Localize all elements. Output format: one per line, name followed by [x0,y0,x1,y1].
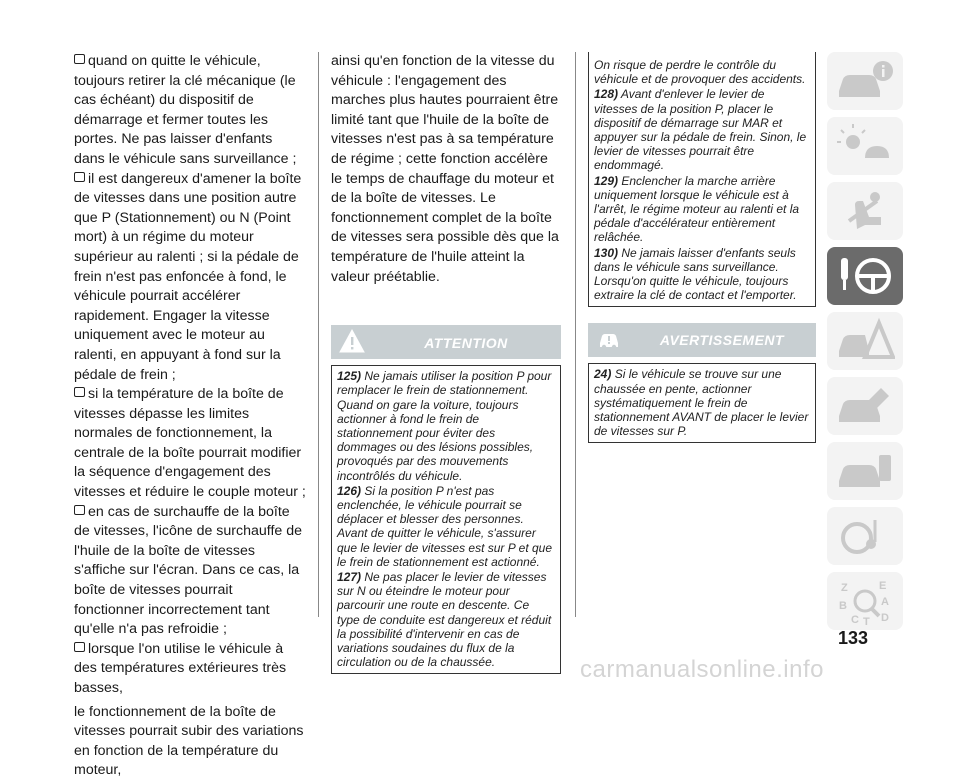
checkbox-bullet-icon [74,54,85,64]
note-item [594,87,810,172]
bullet-text: si la température de la boîte de vitesses dépasse les limites normales de fonctionnement, la centrale de la boîte pourrait modifier la séquence d'engagement des vitesses et réduire le couple moteur ; [74,386,306,501]
avertissement-notes-box [588,363,816,443]
note-text: Ne jamais utiliser la position P pour remplacer le frein de stationnement. Quand on gare la voiture, toujours actionner à fond le frein de stationnement pour éviter des dommages ou des lésions possibles, provoqués par des mouvements incontrôlés du véhicule. [337,369,552,483]
note-text: Si la position P n'est pas enclenchée, le véhicule pourrait se déplacer et blesser des personnes. Avant de quitter le véhicule, s'assurer que le levier de vitesses est sur P et que le frein de stationnement est actionné. [337,483,553,569]
note-item [337,570,555,669]
bullet-text: en cas de surchauffe de la boîte de vitesses, l'icône de surchauffe de l'huile de la boîte de vitesses s'affiche sur l'écran. Dans ce cas, la boîte de vitesses pourrait fonctionner incorrectement tant qu'elle n'a pas refroidie ; [74,503,303,638]
index-letter: C [851,614,859,626]
note-number: 126) [337,483,362,498]
note-number: 129) [594,173,619,188]
note-number: 24) [594,367,612,382]
tab-starting-driving[interactable] [827,247,903,305]
note-item [594,246,810,303]
watermark-text: carmanualsonline.info [580,656,824,683]
index-letter: A [881,596,889,608]
tab-multimedia[interactable] [827,507,903,565]
note-item [594,58,810,86]
note-text: On risque de perdre le contrôle du véhicule et de provoquer des accidents. [594,58,806,87]
index-letter: T [863,616,870,627]
tab-index[interactable] [827,572,903,630]
note-text: Ne jamais laisser d'enfants seuls dans le véhicule sans surveillance. Lorsqu'on quitte le véhicule, toujours extraire la clé de contact et l'emporter. [594,245,797,303]
bullet-item [74,640,306,699]
note-number: 127) [337,569,362,584]
multimedia-icon [835,512,895,560]
note-number: 128) [594,87,619,102]
avertissement-title: AVERTISSEMENT [659,332,785,349]
bullet-item [74,52,306,170]
bullet-item [74,170,306,386]
column-divider [575,52,576,617]
key-steering-wheel-icon [835,252,895,300]
bullet-text: lorsque l'on utilise le véhicule à des températures extérieures très basses, [74,640,287,696]
attention-notes-box [331,365,561,674]
note-item [337,484,555,569]
tab-safety[interactable] [827,182,903,240]
tab-dashboard[interactable] [827,117,903,175]
index-letter: Z [841,582,848,594]
index-letter: B [839,600,847,612]
note-text: Avant d'enlever le levier de vitesses de la position P, placer le dispositif de démarrage sur MAR et appuyer sur la pédale de frein. Sinon, le levier de vitesses pourrait être endommagé. [594,87,807,173]
avertissement-header [588,323,816,357]
attention-notes-continued [588,52,816,307]
car-maintenance-icon [835,382,895,430]
body-text-column-1 [74,52,306,781]
checkbox-bullet-icon [74,505,85,515]
index-letter: D [881,612,889,624]
note-item [337,369,555,483]
dashboard-lights-icon [835,122,895,170]
bullet-item [74,503,306,640]
note-text: Enclencher la marche arrière uniquement lorsque le véhicule est à l'arrêt, le régime moteur au ralenti et la pédale d'accélérateur entièrement relâchée. [594,173,800,245]
emergency-triangle-icon [835,317,895,365]
paragraph-text: ainsi qu'en fonction de la vitesse du véhicule : l'engagement des marches plus hautes pourraient être limité tant que l'huile de la boîte de vitesses n'est pas à sa température de régime ; cette fonction accélère le temps de chauffage du moteur et de la boîte de vitesses. Le fonctionnement complet de la boîte de vitesses sera possible dès que la température de l'huile atteint la valeur préétablie. [331,53,559,285]
page-number: 133 [838,628,869,648]
tab-car-info[interactable] [827,52,903,110]
note-item [594,174,810,245]
body-text-column-2 [331,52,561,674]
body-text-column-3 [588,52,816,443]
attention-header [331,325,561,359]
column-divider [318,52,319,617]
tab-technical-data[interactable] [827,442,903,500]
seat-airbag-icon [835,187,895,235]
bullet-text: il est dangereux d'amener la boîte de vitesses dans une position autre que P (Stationnement) ou N (Point mort) à un régime du moteur supérieur au ralenti ; si la pédale de frein n'est pas enfoncée à fond, le véhicule pourrait accélérer rapidement. Engager la vitesse uniquement avec le moteur au ralenti, en appuyant à fond sur la pédale de frein ; [74,170,302,383]
bullet-item [74,385,306,503]
index-letter: E [879,580,887,592]
checkbox-bullet-icon [74,642,85,652]
paragraph-text: le fonctionnement de la boîte de vitesses pourrait subir des variations en fonction de la température du moteur, [74,703,304,779]
note-text: Ne pas placer le levier de vitesses sur N ou éteindre le moteur pour parcourir une route en descente. Ce type de conduite est dangereux et réduit la possibilité d'intervenir en cas de variations soudaines du flux de la circulation ou de la chaussée. [337,569,552,670]
car-info-icon [835,57,895,105]
checkbox-bullet-icon [74,387,85,397]
attention-title: ATTENTION [424,335,508,352]
note-number: 125) [337,369,362,384]
note-number: 130) [594,245,619,260]
checkbox-bullet-icon [74,172,85,182]
technical-data-icon [835,447,895,495]
note-item [594,367,810,438]
note-text: Si le véhicule se trouve sur une chaussée en pente, actionner systématiquement le frein de stationnement AVANT de placer le levier de vitesses sur P. [594,367,809,439]
index-icon [835,577,895,627]
chapter-tabs [827,52,903,637]
tab-maintenance[interactable] [827,377,903,435]
tab-emergency[interactable] [827,312,903,370]
bullet-text: quand on quitte le véhicule, toujours retirer la clé mécanique (le cas échéant) du dispositif de démarrage et fermer toutes les portes. Ne pas laisser d'enfants dans le véhicule sans surveillance ; [74,53,297,167]
